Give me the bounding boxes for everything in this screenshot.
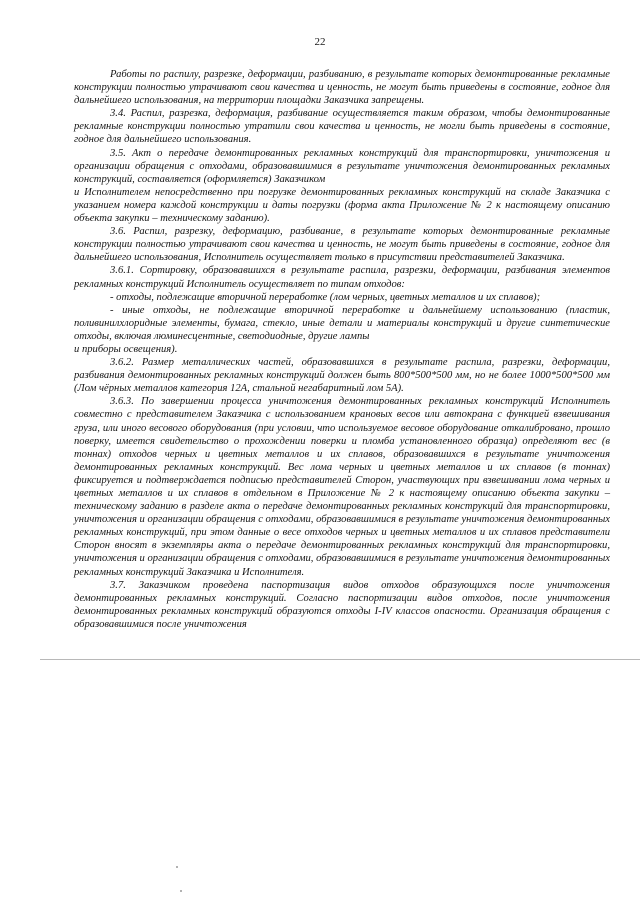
page-number: 22 [314,36,326,48]
list-item-other-waste-continuation: и приборы освещения). [74,343,178,355]
scan-speck [180,890,182,892]
list-item-other-waste: - иные отходы, не подлежащие вторичной переработке и дальнейшему использованию (пластик, поливинилхлоридные элементы, бумага, стекло, иные детали и материалы конструкций и другие синтетические отходы, включая люминесцентные, светодиодные, другие лампы [74,304,610,342]
paragraph-3-6: 3.6. Распил, разрезку, деформацию, разбивание, в результате которых демонтированные рекламные конструкции полностью утрачивают свои качества и ценность, не могут быть приведены в состояние, годное для дальнейшего использования, Исполнитель осуществляет только в присутствии представителей Заказчика. [74,226,610,264]
document-body [74,68,610,631]
paragraph-3-6-1: 3.6.1. Сортировку, образовавшихся в результате распила, разрезки, деформации, разбивания элементов рекламных конструкций Исполнитель осуществляет по типам отходов: [74,265,610,290]
paragraph-3-5-continuation: и Исполнителем непосредственно при погрузке демонтированных рекламных конструкций на складе Заказчика с указанием номера каждой конструкции и даты погрузки (форма акта Приложение № 2 к настоящему описанию объекта закупки – техническому заданию). [74,186,610,225]
scan-artifact-line [40,659,640,660]
list-item-recyclable-waste: - отходы, подлежащие вторичной переработке (лом черных, цветных металлов и их сплавов); [110,291,541,303]
paragraph-3-7: 3.7. Заказчиком проведена паспортизация видов отходов образующихся после уничтожения демонтированных рекламных конструкций. Согласно паспортизации видов отходов, после уничтожения демонтированных рекламных конструкций образуются отходы I-IV классов опасности. Организация обращения с образовавшимися после уничтожения [74,579,610,630]
paragraph-3-5: 3.5. Акт о передаче демонтированных рекламных конструкций для транспортировки, уничтожения и организации обращения с отходами, образовавшимися в результате уничтожения демонтированных рекламных конструкций, составляется (оформляется) Заказчиком [74,147,610,185]
paragraph-3-6-3: 3.6.3. По завершении процесса уничтожения демонтированных рекламных конструкций Исполнитель совместно с представителем Заказчика с использованием крановых весов или автокрана с функцией взвешивания груза, или иного весового оборудования (при условии, что используемое весовое оборудование откалибровано, прошло поверку, имеется свидетельство о прохождении поверки и пломба установленного образца) определяют вес (в тоннах) отходов черных и цветных металлов и их сплавов, образовавшихся в результате уничтожения демонтированных рекламных конструкций. Вес лома черных и цветных металлов и их сплавов (в тоннах) фиксируется и подтверждается подписью представителей Сторон, участвующих при взвешивании лома черных и цветных металлов и их сплавов в отдельном в Приложение № 2 к настоящему описанию объекта закупки – техническому заданию в разделе акта о передаче демонтированных рекламных конструкций для транспортировки, уничтожения и организации обращения с отходами, образовавшимися в результате уничтожения демонтированных рекламных конструкций, при этом данные о весе отходов черных и цветных металлов и их сплавов представители Сторон вносят в экземпляры акта о передаче демонтированных рекламных конструкций для транспортировки, уничтожения и организации обращения с отходами, образовавшимися в результате уничтожения демонтированных рекламных конструкций Заказчика и Исполнителя. [74,396,610,578]
paragraph-intro: Работы по распилу, разрезке, деформации, разбиванию, в результате которых демонтированные рекламные конструкции полностью утрачивают свои качества и ценность, не могут быть приведены в состояние, годное для дальнейшего использования, на территории площадки Заказчика запрещены. [74,69,610,107]
paragraph-3-4: 3.4. Распил, разрезка, деформация, разбивание осуществляется таким образом, чтобы демонтированные рекламные конструкции полностью утратили свои качества и ценность, не могли быть приведены в состояние, годное для дальнейшего использования. [74,108,610,146]
paragraph-3-6-2: 3.6.2. Размер металлических частей, образовавшихся в результате распила, разрезки, деформации, разбивания демонтированных рекламных конструкций должен быть 800*500*500 мм, но не более 1000*500*500 мм (Лом чёрных металлов категория 12А, стальной негабаритный лом 5А). [74,357,610,395]
scan-speck [176,866,178,868]
